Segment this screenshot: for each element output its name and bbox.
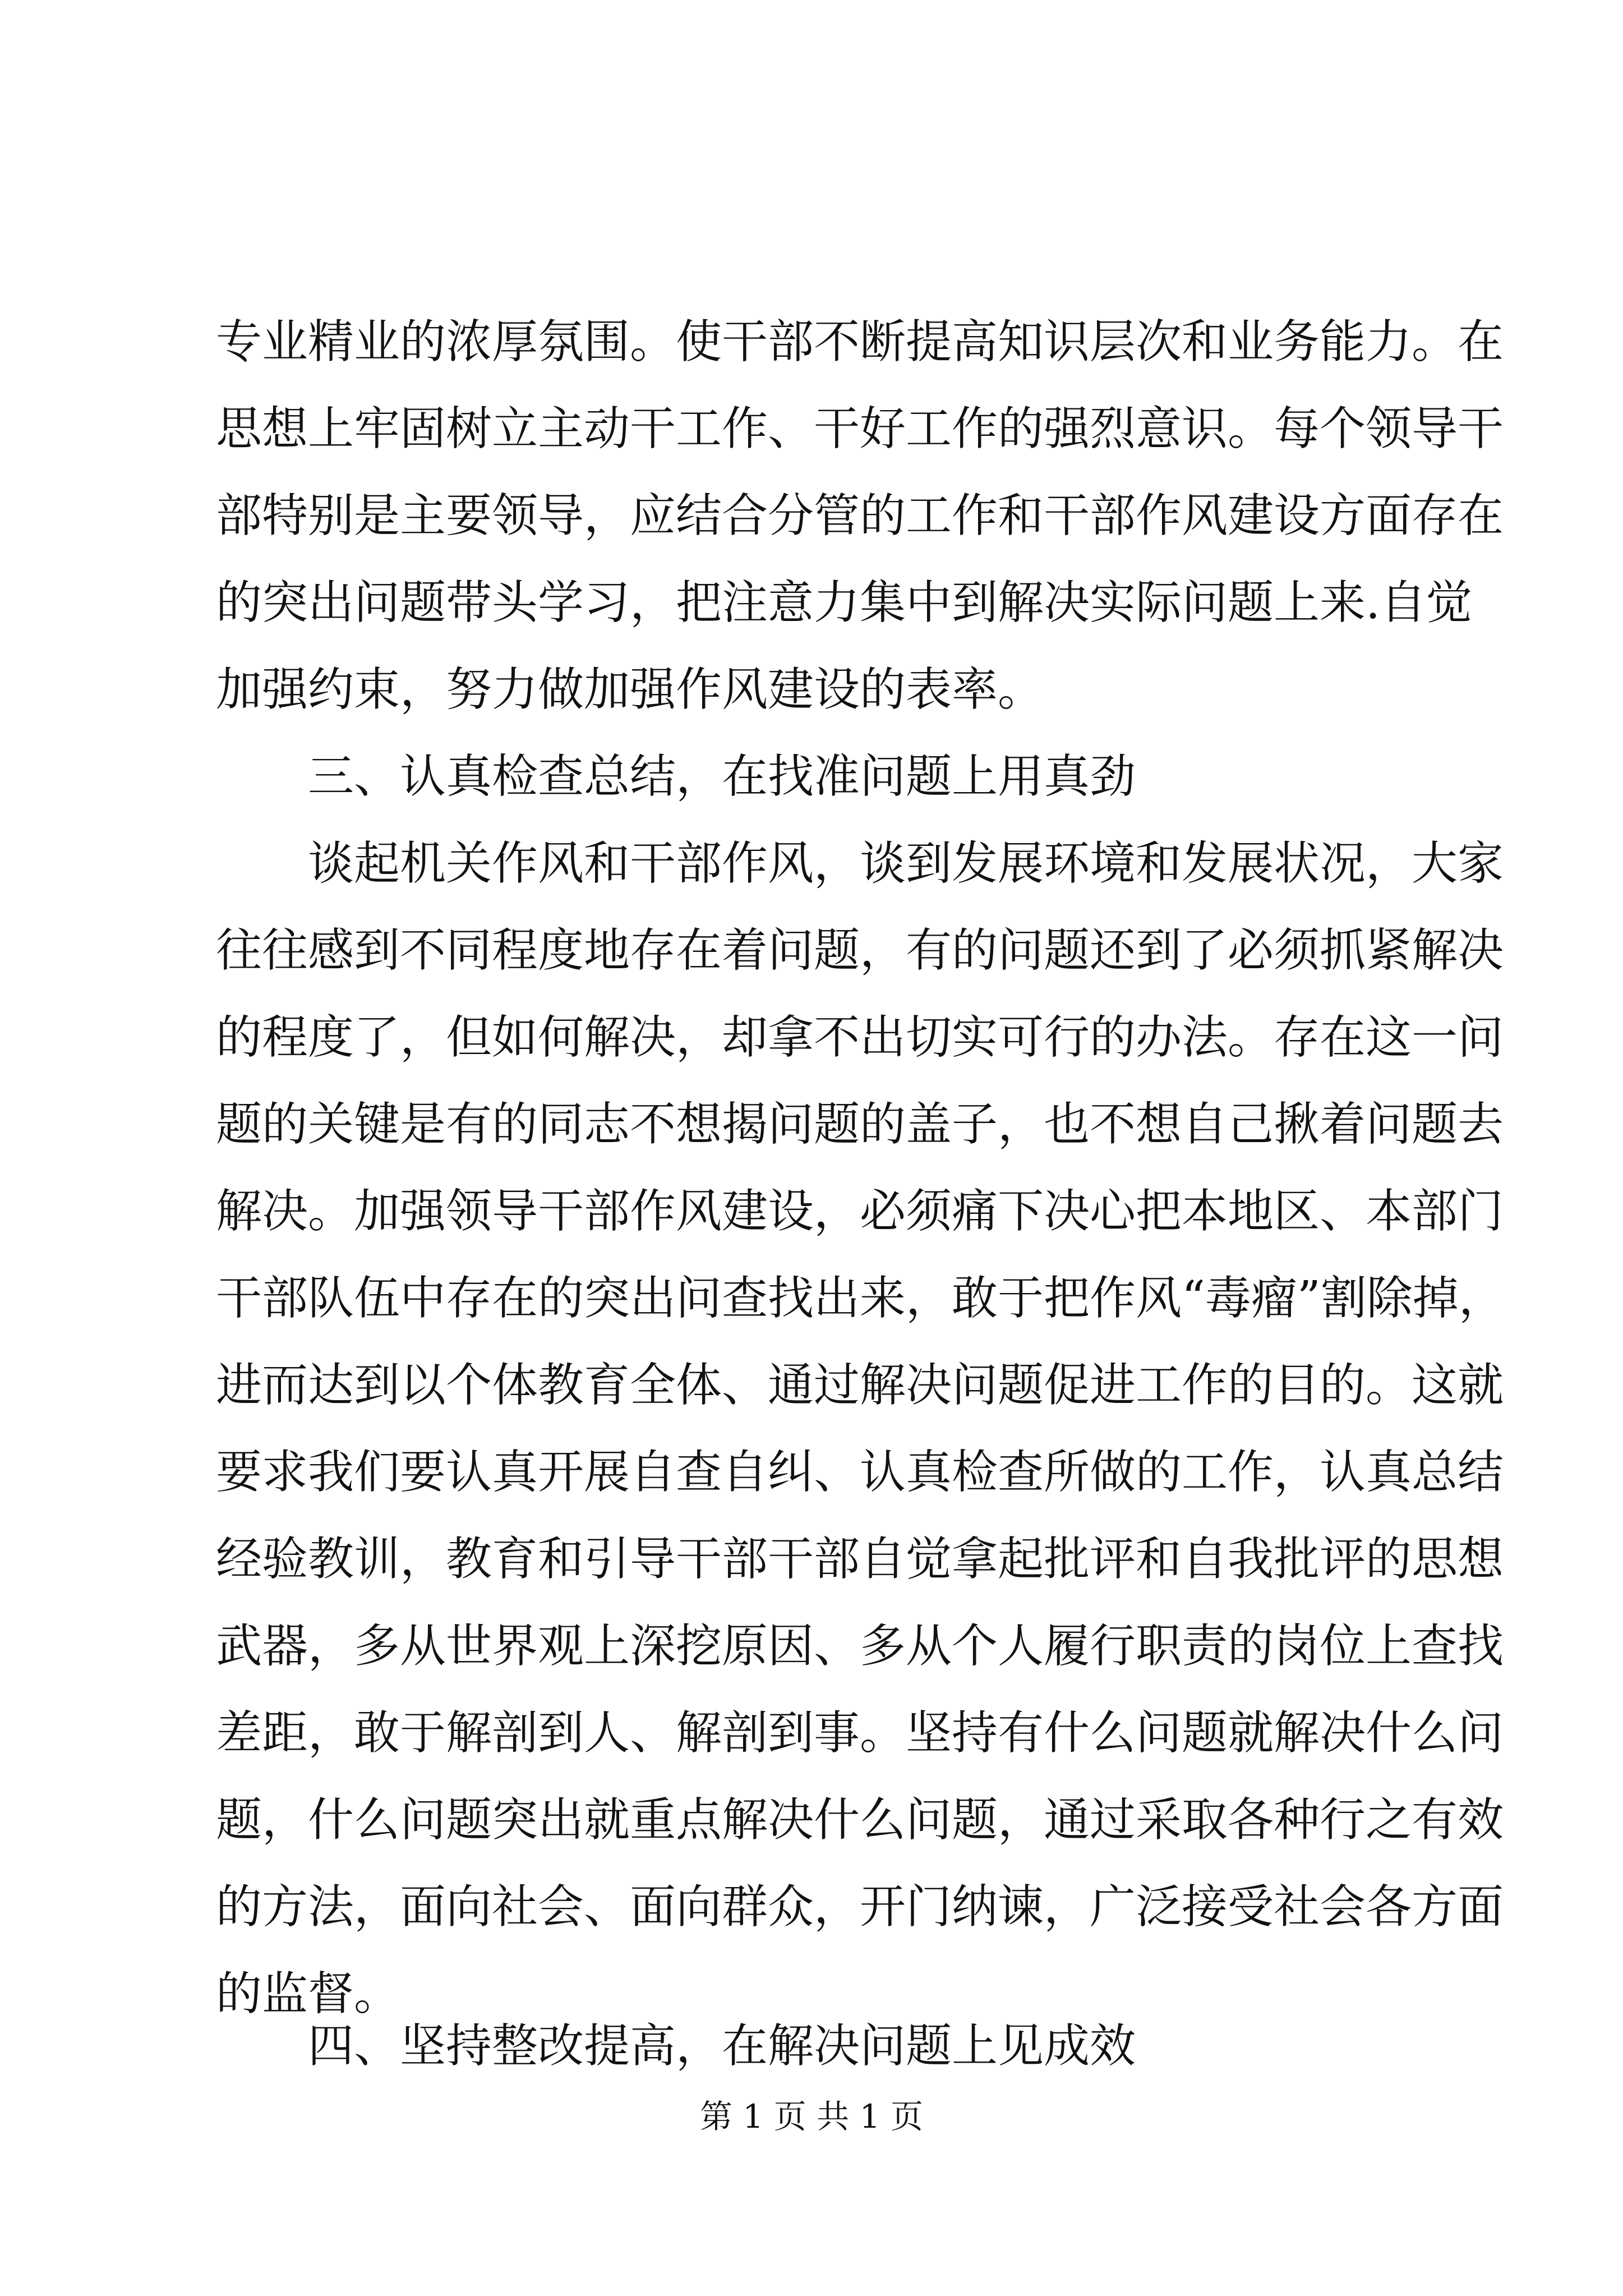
- paragraph-line: 题的关键是有的同志不想揭问题的盖子，也不想自己揪着问题去: [216, 1098, 1504, 1151]
- paragraph-line: 要求我们要认真开展自查自纠、认真检查所做的工作，认真总结: [216, 1446, 1504, 1499]
- paragraph-line: 专业精业的浓厚氛围。使干部不断提高知识层次和业务能力。在: [216, 315, 1504, 369]
- paragraph-line: 谈起机关作风和干部作风，谈到发展环境和发展状况，大家: [308, 837, 1504, 890]
- paragraph-line: 往往感到不同程度地存在着问题，有的问题还到了必须抓紧解决: [216, 924, 1504, 977]
- paragraph-line: 武器，多从世界观上深挖原因、多从个人履行职责的岗位上查找: [216, 1619, 1504, 1673]
- section-heading: 四、坚持整改提高，在解决问题上见成效: [308, 2019, 1136, 2073]
- paragraph-line: 思想上牢固树立主动干工作、干好工作的强烈意识。每个领导干: [216, 402, 1504, 455]
- paragraph-line: 部特别是主要领导，应结合分管的工作和干部作风建设方面存在: [216, 489, 1504, 542]
- section-heading: 三、认真检查总结，在找准问题上用真劲: [308, 750, 1136, 803]
- paragraph-line: 的突出问题带头学习，把注意力集中到解决实际问题上来.自觉: [216, 576, 1473, 629]
- paragraph-line: 解决。加强领导干部作风建设，必须痛下决心把本地区、本部门: [216, 1185, 1504, 1238]
- paragraph-line: 差距，敢于解剖到人、解剖到事。坚持有什么问题就解决什么问: [216, 1706, 1504, 1760]
- paragraph-line: 干部队伍中存在的突出问查找出来，敢于把作风“毒瘤”割除掉，: [216, 1272, 1505, 1325]
- paragraph-line: 的方法，面向社会、面向群众，开门纳谏，广泛接受社会各方面: [216, 1880, 1504, 1934]
- paragraph-line: 加强约束，努力做加强作风建设的表率。: [216, 663, 1044, 716]
- paragraph-line: 进而达到以个体教育全体、通过解决问题促进工作的目的。这就: [216, 1359, 1504, 1412]
- paragraph-line: 题，什么问题突出就重点解决什么问题，通过采取各种行之有效: [216, 1793, 1504, 1847]
- paragraph-line: 经验教训，教育和引导干部干部自觉拿起批评和自我批评的思想: [216, 1533, 1504, 1586]
- paragraph-line: 的程度了，但如何解决，却拿不出切实可行的办法。存在这一问: [216, 1011, 1504, 1064]
- page-number: 第 1 页 共 1 页: [700, 2097, 923, 2136]
- paragraph-line: 的监督。: [216, 1967, 400, 2021]
